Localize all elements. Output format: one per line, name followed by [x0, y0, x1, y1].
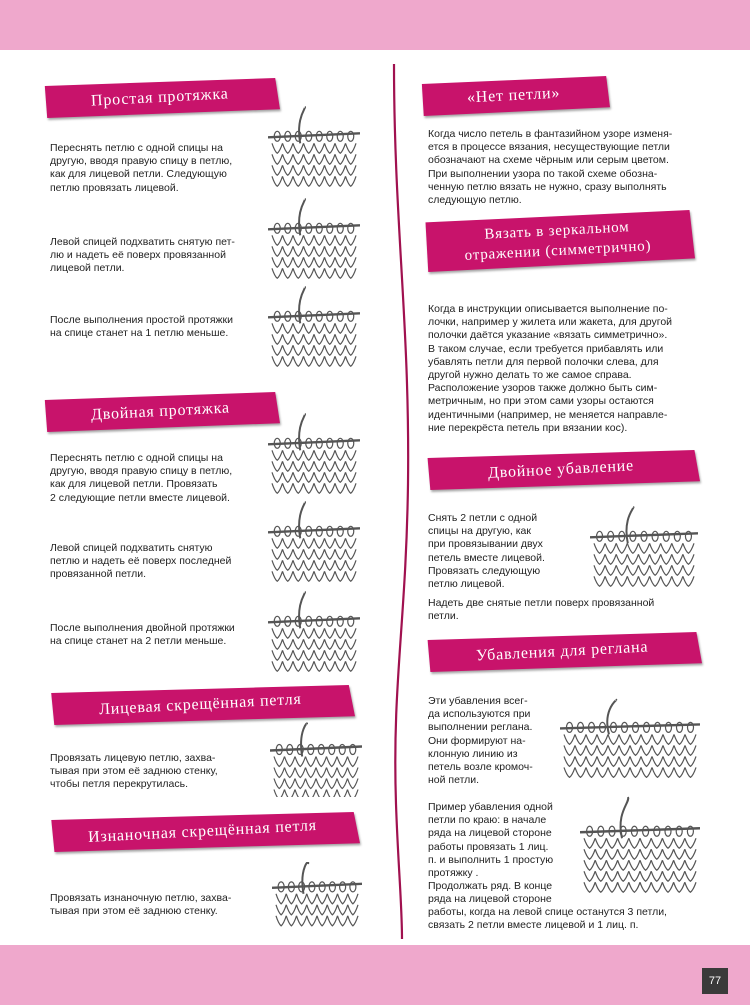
double-decrease-text: Снять 2 петли с одной спицы на другую, как при провязывании двух петель вместе лицевой. Провязать следующую петлю лицевой.	[428, 512, 545, 591]
section-title-raglan: Убавления для реглана	[422, 632, 702, 672]
section-title-double-slip: Двойная протяжка	[40, 392, 280, 432]
double-slip-illustration-3	[268, 590, 360, 675]
section-title-simple-slip: Простая протяжка	[40, 78, 280, 118]
purl-twisted-illustration	[272, 862, 362, 930]
mirror-title-line2: отражении (симметрично)	[464, 238, 652, 264]
knit-twisted-text: Провязать лицевую петлю, захва- тывая при этом её заднюю стенку, чтобы петля перекрутилась.	[50, 752, 218, 791]
raglan-illustration-2	[580, 795, 700, 893]
simple-slip-illustration-2	[268, 197, 360, 282]
double-decrease-text2: Надеть две снятые петли поверх провязанной петли.	[428, 597, 655, 623]
mirror-title-line1: Вязать в зеркальном	[484, 219, 630, 243]
page-number: 77	[708, 975, 722, 987]
simple-slip-step1: Переснять петлю с одной спицы на другую, вводя правую спицу в петлю, как для лицевой петли. Следующую петлю провязать лицевой.	[50, 142, 233, 194]
mirror-text: Когда в инструкции описывается выполнение по- лочки, например у жилета или жакета, для другой полочки даётся указание «вязать симметрично». В таком случае, если требуется прибавлять или убавлять петли для первой полочки слева, для другой нужно делать то же самое справа. Расположение узоров также должно быть сим- метричным, но при этом сами узоры остаются идентичными (например, не меняется направле- ние перекрёста петель при вязании кос).	[428, 303, 673, 434]
double-slip-step2: Левой спицей подхватить снятую петлю и надеть её поверх последней провязанной петли.	[50, 542, 232, 581]
section-title-no-stitch: «Нет петли»	[418, 76, 610, 116]
raglan-text3: Продолжать ряд. В конце ряда на лицевой стороне	[428, 880, 553, 906]
column-divider	[388, 64, 418, 939]
raglan-illustration-1	[560, 698, 700, 778]
double-decrease-illustration	[590, 505, 698, 590]
double-slip-step3: После выполнения двойной протяжки на спице станет на 2 петли меньше.	[50, 622, 235, 648]
section-title-mirror	[420, 210, 695, 272]
raglan-text2: Пример убавления одной петли по краю: в начале ряда на лицевой стороне работы провязать 1 лиц. п. и выполнить 1 простую протяжку .	[428, 801, 554, 880]
double-slip-illustration-1	[268, 412, 360, 497]
simple-slip-step2: Левой спицей подхватить снятую пет- лю и надеть её поверх провязанной лицевой петли.	[50, 236, 235, 275]
purl-twisted-text: Провязать изнаночную петлю, захва- тывая при этом её заднюю стенку.	[50, 892, 232, 918]
section-title-purl-twisted: Изнаночная скрещённая петля	[45, 812, 360, 852]
no-stitch-text: Когда число петель в фантазийном узоре изменя- ется в процессе вязания, несуществующие петли обозначают на схеме чёрным или серым цветом. При выполнении узора по такой схеме обозна- ченную петлю вязать не нужно, сразу выполнять следующую петлю.	[428, 128, 673, 207]
simple-slip-illustration-3	[268, 285, 360, 370]
header-band	[0, 0, 750, 50]
double-slip-illustration-2	[268, 500, 360, 585]
footer-band	[0, 945, 750, 1005]
raglan-text4: работы, когда на левой спице останутся 3 петли, связать 2 петли вместе лицевой и 1 лиц. п.	[428, 906, 667, 932]
knit-twisted-illustration	[270, 722, 362, 797]
page-number-tab	[702, 968, 728, 994]
section-title-knit-twisted: Лицевая скрещённая петля	[45, 685, 355, 725]
raglan-text: Эти убавления всег- да используются при выполнении реглана. Они формируют на- клонную линию из петель возле кромоч- ной петли.	[428, 695, 533, 787]
simple-slip-step3: После выполнения простой протяжки на спице станет на 1 петлю меньше.	[50, 314, 234, 340]
section-title-double-decrease: Двойное убавление	[422, 450, 700, 490]
simple-slip-illustration-1	[268, 105, 360, 190]
double-slip-step1: Переснять петлю с одной спицы на другую, вводя правую спицу в петлю, как для лицевой петли. Провязать 2 следующие петли вместе лицевой.	[50, 452, 233, 504]
